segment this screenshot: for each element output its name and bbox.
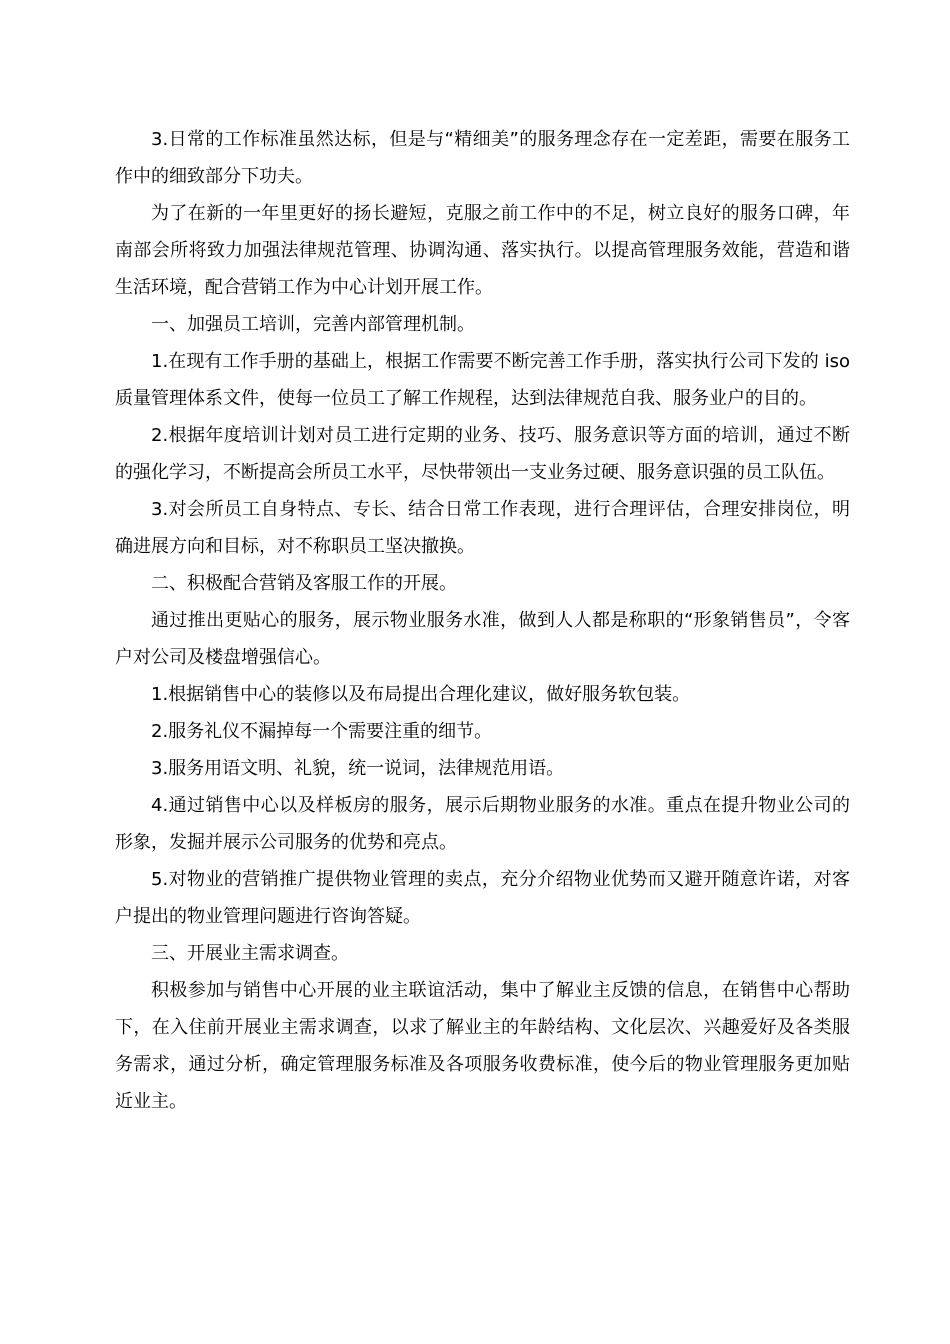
- section-1-item-3: 3.对会所员工自身特点、专长、结合日常工作表现，进行合理评估，合理安排岗位，明确进展方向和目标，对不称职员工坚决撤换。: [115, 499, 850, 557]
- section-2-item-1: 1.根据销售中心的装修以及布局提出合理化建议，做好服务软包装。: [151, 684, 691, 705]
- section-1-item-2: 2.根据年度培训计划对员工进行定期的业务、技巧、服务意识等方面的培训，通过不断的强化学习，不断提高会所员工水平，尽快带领出一支业务过硬、服务意识强的员工队伍。: [115, 425, 850, 483]
- section-3-body: 积极参加与销售中心开展的业主联谊活动，集中了解业主反馈的信息，在销售中心帮助下，在入住前开展业主需求调查，以求了解业主的年龄结构、文化层次、兴趣爱好及各类服务需求，通过分析，确定管理服务标准及各项服务收费标准，使今后的物业管理服务更加贴近业主。: [115, 980, 850, 1112]
- section-2-item-3: 3.服务用语文明、礼貌，统一说词，法律规范用语。: [151, 758, 565, 779]
- section-2-item-5: 5.对物业的营销推广提供物业管理的卖点，充分介绍物业优势而又避开随意许诺，对客户提出的物业管理问题进行咨询答疑。: [115, 869, 850, 927]
- section-2-intro: 通过推出更贴心的服务，展示物业服务水准，做到人人都是称职的“形象销售员”，令客户对公司及楼盘增强信心。: [115, 610, 850, 668]
- document-body: [115, 121, 850, 1120]
- section-2-item-2: 2.服务礼仪不漏掉每一个需要注重的细节。: [151, 721, 493, 742]
- section-2-item-4: 4.通过销售中心以及样板房的服务，展示后期物业服务的水准。重点在提升物业公司的形象，发掘并展示公司服务的优势和亮点。: [115, 795, 850, 853]
- section-heading-1: 一、加强员工培训，完善内部管理机制。: [151, 314, 475, 335]
- paragraph-item-3: 3.日常的工作标准虽然达标，但是与“精细美”的服务理念存在一定差距，需要在服务工作中的细致部分下功夫。: [115, 129, 850, 187]
- section-heading-3: 三、开展业主需求调查。: [151, 943, 349, 964]
- section-heading-2: 二、积极配合营销及客服工作的开展。: [151, 573, 457, 594]
- paragraph-intro: 为了在新的一年里更好的扬长避短，克服之前工作中的不足，树立良好的服务口碑，年南部会所将致力加强法律规范管理、协调沟通、落实执行。以提高管理服务效能，营造和谐生活环境，配合营销工作为中心计划开展工作。: [115, 203, 850, 298]
- section-1-item-1: 1.在现有工作手册的基础上，根据工作需要不断完善工作手册，落实执行公司下发的 iso 质量管理体系文件，使每一位员工了解工作规程，达到法律规范自我、服务业户的目的。: [115, 351, 850, 409]
